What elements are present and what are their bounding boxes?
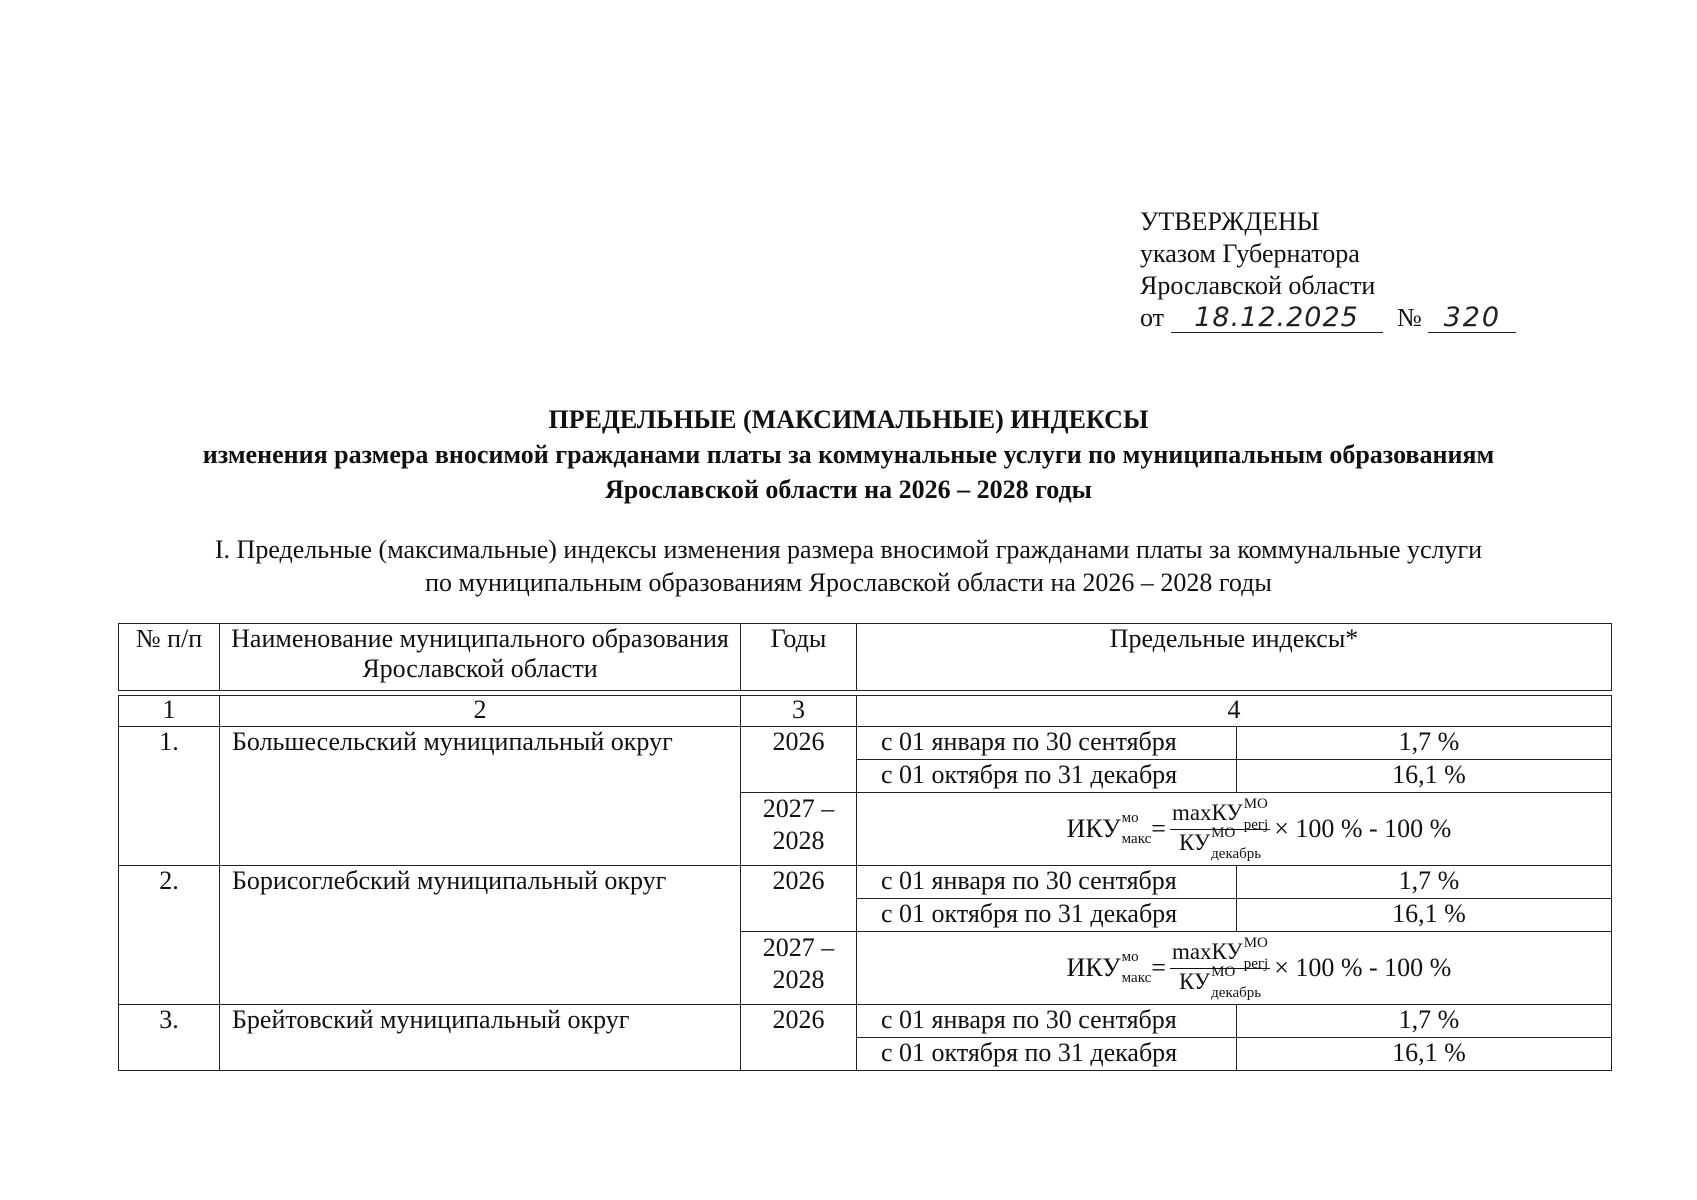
table-header-row	[119, 624, 1612, 691]
section-line-2: по муниципальным образованиям Ярославской области на 2026 – 2028 годы	[425, 568, 1272, 597]
formula-num-sub: регj	[1243, 955, 1269, 972]
col-number: 3	[741, 696, 857, 727]
title-line-2: изменения размера вносимой гражданами платы за коммунальные услуги по муниципальным образованиям	[202, 440, 1495, 469]
approval-by-decree: указом Губернатора	[1140, 239, 1360, 268]
section-line-1: I. Предельные (максимальные) индексы изменения размера вносимой гражданами платы за коммунальные услуги	[214, 535, 1483, 564]
col-number: 1	[119, 696, 220, 727]
period: с 01 января по 30 сентября	[857, 1005, 1237, 1038]
formula-num-sup: МО	[1243, 795, 1268, 812]
table-row	[119, 1005, 1612, 1038]
handwritten-number: 320	[1428, 304, 1516, 333]
index-value: 1,7 %	[1237, 727, 1612, 760]
section-heading	[0, 533, 1697, 599]
index-value: 16,1 %	[1237, 1038, 1612, 1071]
row-year: 2026	[741, 866, 857, 932]
row-year: 2026	[741, 1005, 857, 1071]
index-value: 1,7 %	[1237, 866, 1612, 899]
table-row	[119, 727, 1612, 760]
formula-den-sub: декабрь	[1211, 985, 1262, 1002]
formula	[857, 934, 1611, 1002]
period: с 01 января по 30 сентября	[857, 866, 1237, 899]
row-year-range: 2027 – 2028	[741, 793, 857, 866]
index-value: 16,1 %	[1237, 760, 1612, 793]
header-indices: Предельные индексы*	[857, 624, 1612, 691]
formula-den-sup: МО	[1211, 964, 1236, 981]
row-year-range: 2027 – 2028	[741, 932, 857, 1005]
formula-lhs: ИКУ	[1066, 814, 1121, 843]
formula-cell	[857, 793, 1612, 866]
title-line-3: Ярославской области на 2026 – 2028 годы	[605, 475, 1092, 504]
formula-num: maxКУ	[1171, 938, 1243, 964]
formula-num-sup: МО	[1243, 934, 1268, 951]
period: с 01 января по 30 сентября	[857, 727, 1237, 760]
header-name: Наименование муниципального образования Ярославской области	[220, 624, 741, 691]
formula	[857, 795, 1611, 863]
header-num: № п/п	[119, 624, 220, 691]
approval-region: Ярославской области	[1140, 271, 1376, 300]
approval-block	[1140, 206, 1516, 334]
handwritten-date: 18.12.2025	[1171, 304, 1383, 333]
formula-tail: × 100 % - 100 %	[1274, 814, 1452, 843]
formula-num: maxКУ	[1171, 799, 1243, 825]
municipality-name: Большесельский муниципальный округ	[220, 727, 741, 866]
index-value: 16,1 %	[1237, 899, 1612, 932]
municipality-name: Борисоглебский муниципальный округ	[220, 866, 741, 1005]
formula-den-sub: декабрь	[1211, 846, 1262, 863]
col-number: 2	[220, 696, 741, 727]
formula-den-sup: МО	[1211, 825, 1236, 842]
formula-eq: =	[1151, 953, 1166, 982]
period: с 01 октября по 31 декабря	[857, 1038, 1237, 1071]
column-numbers-row	[119, 696, 1612, 727]
formula-lhs-sup: мо	[1121, 810, 1139, 826]
formula-num-sub: регj	[1243, 816, 1269, 833]
approval-date-line	[1140, 302, 1516, 334]
row-year: 2026	[741, 727, 857, 793]
formula-lhs-sub: макс	[1121, 970, 1152, 986]
approval-title: УТВЕРЖДЕНЫ	[1140, 207, 1320, 236]
formula-cell	[857, 932, 1612, 1005]
formula-tail: × 100 % - 100 %	[1274, 953, 1452, 982]
row-number: 2.	[119, 866, 220, 1005]
formula-lhs: ИКУ	[1066, 953, 1121, 982]
document-title	[0, 402, 1697, 507]
col-number: 4	[857, 696, 1612, 727]
header-years: Годы	[741, 624, 857, 691]
indices-table	[118, 623, 1612, 1071]
formula-den: КУ	[1179, 829, 1211, 855]
number-label: №	[1397, 303, 1422, 332]
formula-eq: =	[1151, 814, 1166, 843]
formula-lhs-sub: макс	[1121, 831, 1152, 847]
period: с 01 октября по 31 декабря	[857, 760, 1237, 793]
title-line-1: ПРЕДЕЛЬНЫЕ (МАКСИМАЛЬНЫЕ) ИНДЕКСЫ	[548, 405, 1149, 434]
municipality-name: Брейтовский муниципальный округ	[220, 1005, 741, 1071]
period: с 01 октября по 31 декабря	[857, 899, 1237, 932]
table-row	[119, 866, 1612, 899]
formula-den: КУ	[1179, 968, 1211, 994]
row-number: 1.	[119, 727, 220, 866]
row-number: 3.	[119, 1005, 220, 1071]
formula-fraction	[1170, 934, 1270, 1002]
formula-lhs-sup: мо	[1121, 949, 1139, 965]
formula-fraction	[1170, 795, 1270, 863]
from-label: от	[1140, 303, 1165, 332]
index-value: 1,7 %	[1237, 1005, 1612, 1038]
